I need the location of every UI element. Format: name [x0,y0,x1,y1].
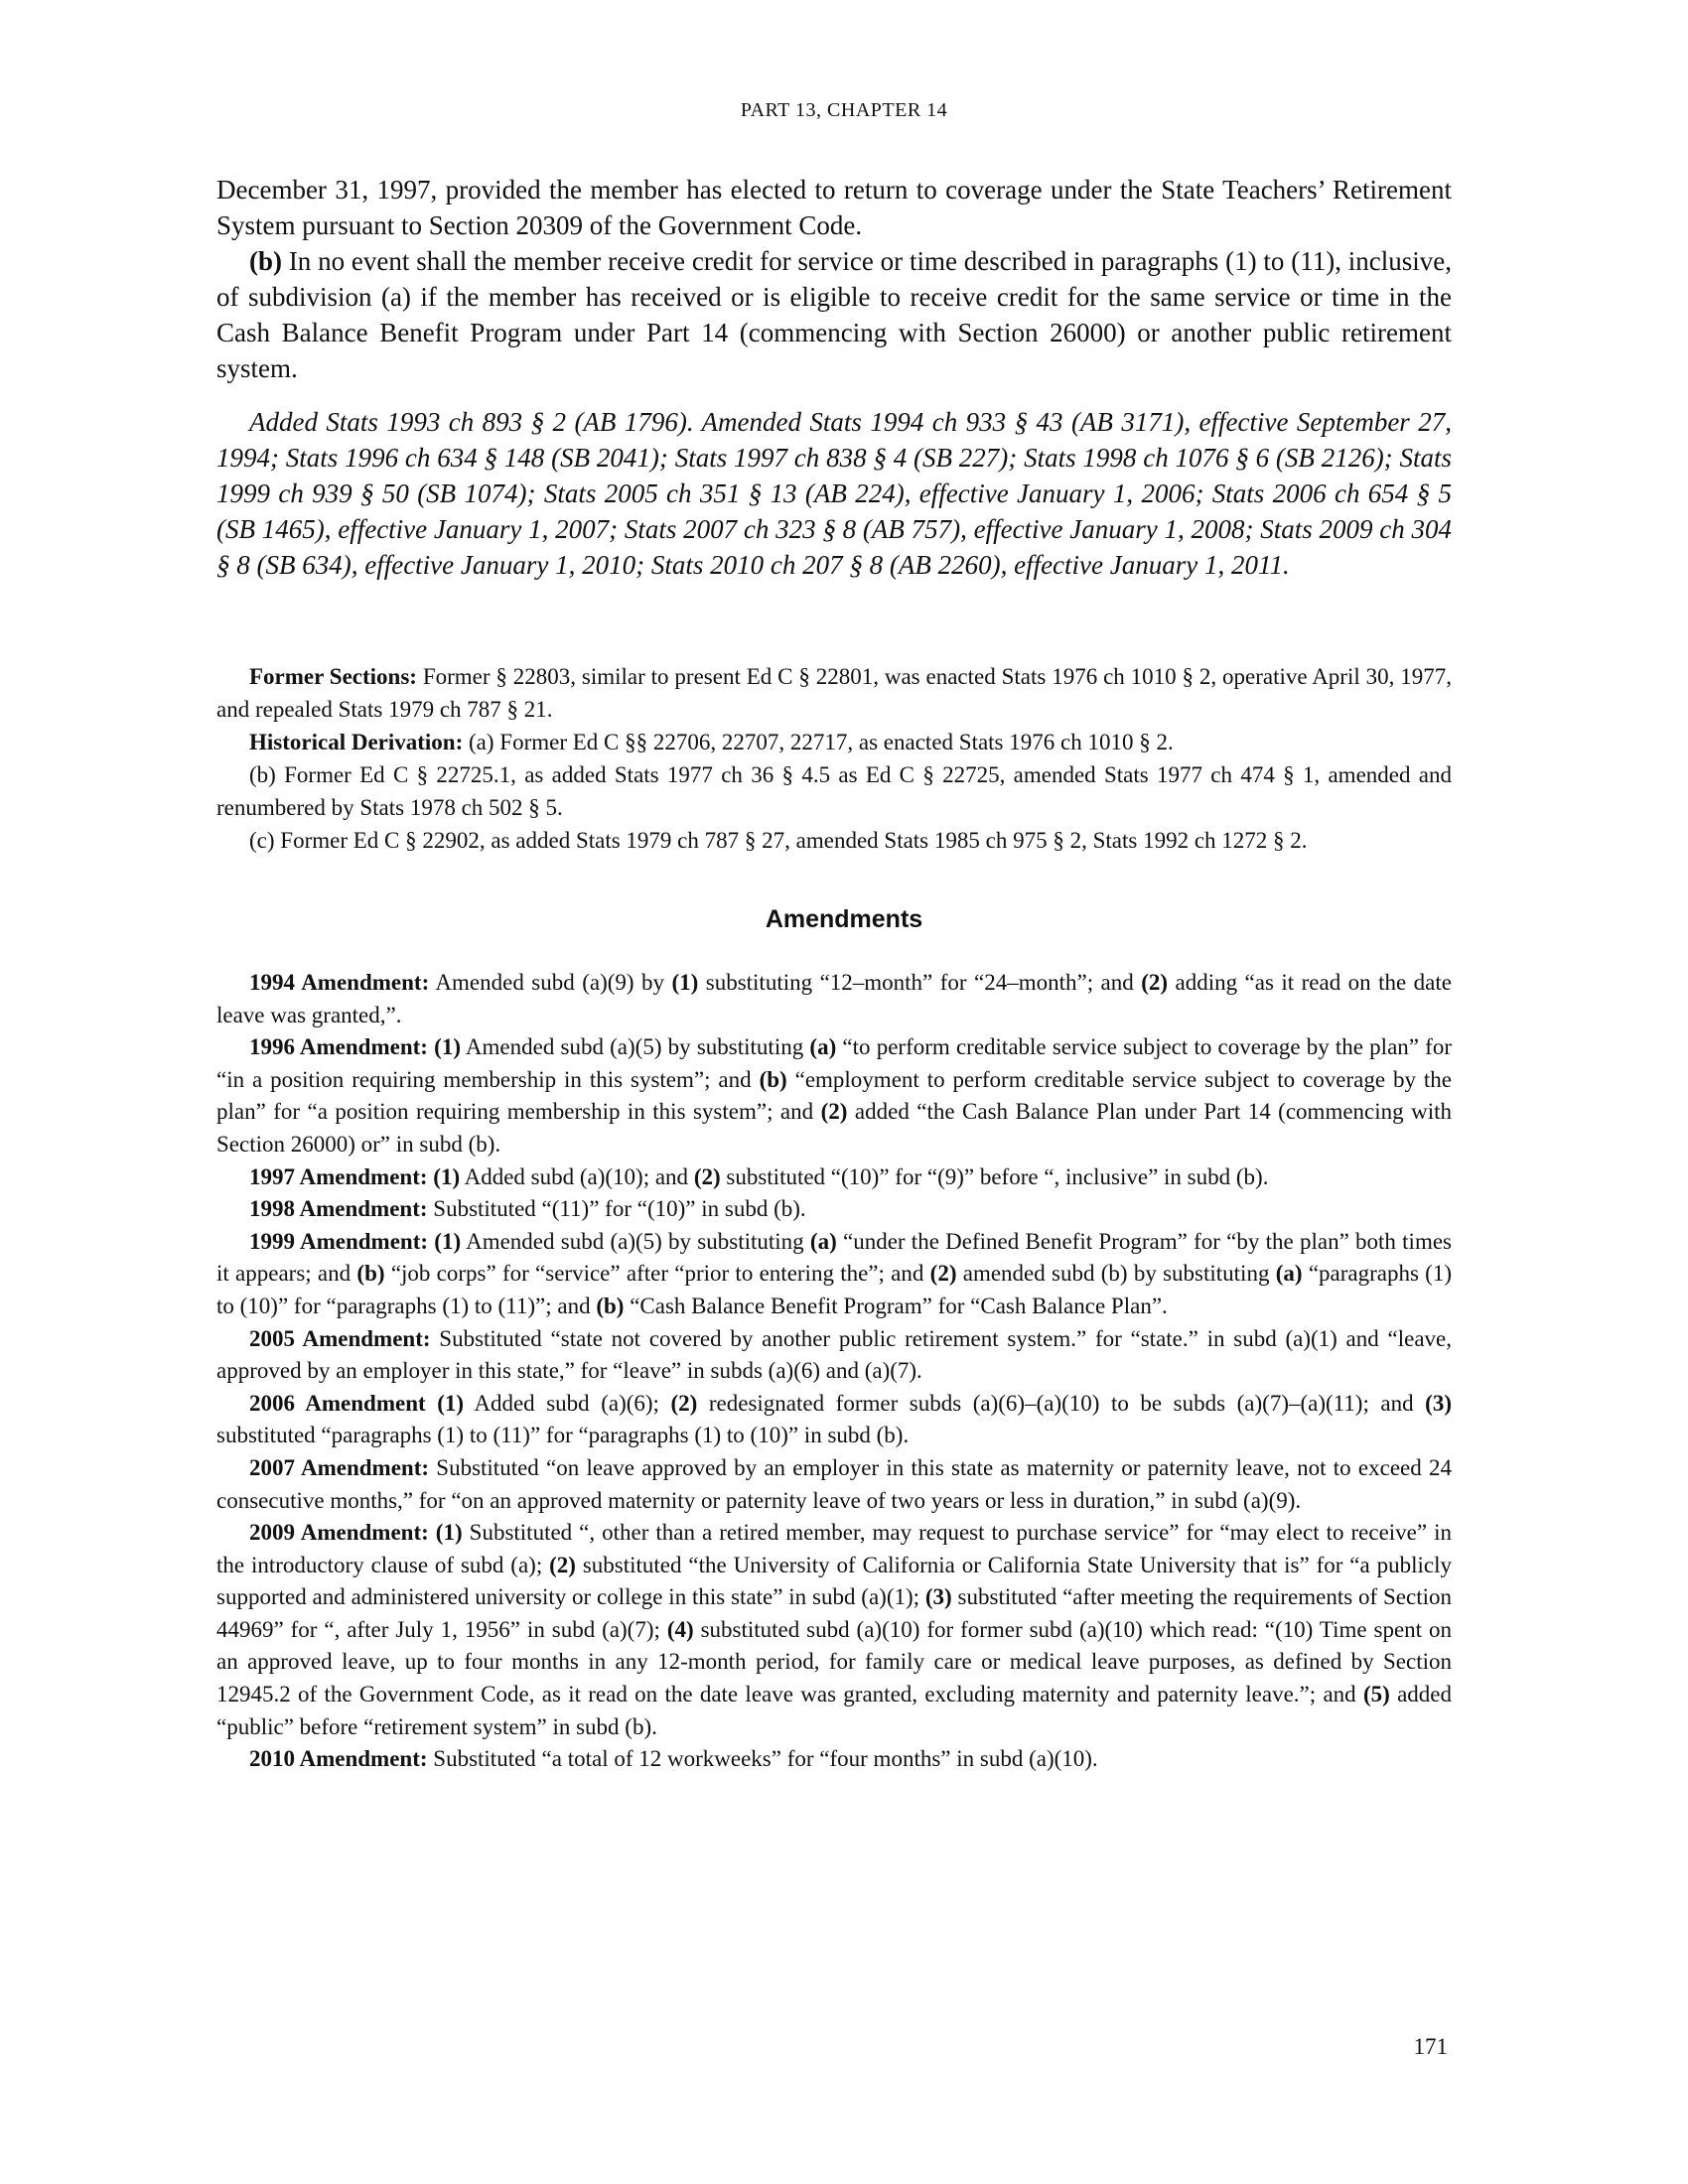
historical-derivation-b: (b) Former Ed C § 22725.1, as added Stats 1977 ch 36 § 4.5 as Ed C § 22725, amended Stats 1977 ch 474 § 1, amended and renumbered by Stats 1978 ch 502 § 5. [216,762,1452,820]
amendment-text: “Cash Balance Benefit Program” for “Cash Balance Plan”. [624,1293,1168,1318]
item-letter: (b) [356,1261,385,1287]
amendment-text: Substituted “state not covered by another public retirement system.” for “state.” in subd (a)(1) and “leave, approved by an employer in this state,” for “leave” in subds (a)(6) and (a)(7). [216,1325,1452,1384]
amendment-text: Amended subd (a)(9) by [429,970,672,995]
historical-derivation-label: Historical Derivation: [249,730,464,754]
amendment-label: 1996 Amendment: [249,1034,428,1060]
historical-derivation-a: (a) Former Ed C §§ 22706, 22707, 22717, as enacted Stats 1976 ch 1010 § 2. [463,730,1174,754]
amendment-text: added “public” before “retirement system” in subd (b). [216,1682,1452,1739]
amendment-text: “employment to perform creditable service subject to coverage by the plan” for “a position requiring membership in this system”; and [216,1066,1452,1125]
statute-text [216,172,1452,386]
item-number: (1) [671,970,699,995]
item-number: (2) [693,1163,721,1189]
amendment-text: amended subd (b) by substituting [956,1261,1276,1287]
historical-derivation [216,726,1452,758]
amendment-text: Added subd (a)(10); and [460,1163,694,1189]
item-number: (2) [1141,970,1169,995]
amendment-text: “under the Defined Benefit Program” for “by the plan” both times it appears; and [216,1228,1452,1287]
former-sections-text: Former § 22803, similar to present Ed C § 22801, was enacted Stats 1976 ch 1010 § 2, operative April 30, 1977, and repealed Stats 1979 ch 787 § 21. [216,664,1453,722]
amendment-text: substituted “after meeting the requirements of Section 44969” for “, after July 1, 1956” in subd (a)(7); [216,1584,1452,1642]
paragraph-continuation: December 31, 1997, provided the member has elected to return to coverage under the State Teachers’ Retirement System pursuant to Section 20309 of the Government Code. [216,175,1452,240]
item-number: (1) [425,1390,465,1416]
amendment-text: Added subd (a)(6); [464,1390,671,1416]
item-number: (1) [427,1034,461,1060]
item-number: (4) [666,1616,694,1642]
item-letter: (a) [809,1228,837,1254]
item-number: (2) [549,1552,576,1577]
item-letter: (b) [596,1293,625,1318]
amendment-text: Substituted “a total of 12 workweeks” for “four months” in subd (a)(10). [427,1746,1098,1772]
amendment-2005 [216,1323,1452,1388]
item-number: (1) [428,1520,463,1546]
amendment-text: redesignated former subds (a)(6)–(a)(10) to be subds (a)(7)–(a)(11); and [697,1390,1426,1416]
amendment-2009 [216,1517,1452,1743]
history-text: Added Stats 1993 ch 893 § 2 (AB 1796). Amended Stats 1994 ch 933 § 43 (AB 3171), effective September 27, 1994; Stats 1996 ch 634 § 148 (SB 2041); Stats 1997 ch 838 § 4 (SB 227); Stats 1998 ch 1076 § 6 (SB 2126); Stats 1999 ch 939 § 50 (SB 1074); Stats 2005 ch 351 § 13 (AB 224), effective January 1, 2006; Stats 2006 ch 654 § 5 (SB 1465), effective January 1, 2007; Stats 2007 ch 323 § 8 (AB 757), effective January 1, 2008; Stats 2009 ch 304 § 8 (SB 634), effective January 1, 2010; Stats 2010 ch 207 § 8 (AB 2260), effective January 1, 2011. [216,407,1452,580]
item-number: (1) [427,1163,461,1189]
historical-derivation-c: (c) Former Ed C § 22902, as added Stats 1979 ch 787 § 27, amended Stats 1985 ch 975 § 2, Stats 1992 ch 1272 § 2. [249,828,1308,853]
amendment-label: 2009 Amendment: [249,1520,429,1546]
item-number: (2) [929,1261,957,1287]
amendment-1999 [216,1226,1452,1323]
item-letter: (a) [1275,1261,1303,1287]
amendment-1997 [216,1161,1452,1194]
amendment-text: substituted subd (a)(10) for former subd (a)(10) which read: “(10) Time spent on an approved leave, up to four months in any 12-month period, for family care or medical leave purposes, as defined by Section 12945.2 of the Government Code, as it read on the date leave was granted, excluding maternity and paternity leave.”; and [216,1616,1452,1707]
amendment-text: Substituted “(11)” for “(10)” in subd (b). [427,1196,806,1222]
amendment-text: “to perform creditable service subject to coverage by the plan” for “in a position requiring membership in this system”; and [216,1034,1452,1092]
amendment-1996 [216,1031,1452,1160]
amendment-label: 2005 Amendment: [249,1325,431,1351]
item-number: (2) [820,1099,848,1125]
amendment-text: substituted “(10)” for “(9)” before “, inclusive” in subd (b). [720,1163,1269,1189]
amendment-label: 1997 Amendment: [249,1163,428,1189]
item-number: (5) [1362,1682,1390,1707]
amendment-text: “paragraphs (1) to (10)” for “paragraphs (1) to (11)”; and [216,1261,1452,1318]
amendment-text: substituted “the University of California or California State University that is” for “a publicly supported and administered university or college in this state” in subd (a)(1); [216,1552,1452,1610]
legislative-history [216,404,1452,583]
amendment-text: adding “as it read on the date leave was granted,”. [216,970,1452,1027]
item-letter: (b) [759,1066,787,1092]
paragraph-b [216,243,1452,386]
amendment-text: substituting “12–month” for “24–month”; and [698,970,1142,995]
amendment-label: 1999 Amendment: [249,1228,429,1254]
item-number: (2) [670,1390,698,1416]
amendment-2010 [216,1743,1452,1776]
amendment-2007 [216,1452,1452,1517]
amendment-label: 2007 Amendment: [249,1454,430,1480]
paragraph-b-text: In no event shall the member receive credit for service or time described in paragraphs (1) to (11), inclusive, of subdivision (a) if the member has received or is eligible to receive credit for the same service or time in the Cash Balance Benefit Program under Part 14 (commencing with Section 26000) or another public retirement system. [216,246,1452,383]
running-head: PART 13, CHAPTER 14 [740,99,948,121]
amendment-label: 2010 Amendment: [249,1746,428,1772]
amendment-label: 1998 Amendment: [249,1196,428,1222]
amendment-label: 2006 Amendment [249,1390,426,1416]
amendment-2006 [216,1388,1452,1452]
amendment-text: Substituted “on leave approved by an employer in this state as maternity or paternity leave, not to exceed 24 consecutive months,” for “on an approved maternity or paternity leave of two years or less in duration,” in subd (a)(9). [216,1454,1452,1513]
amendment-text: Amended subd (a)(5) by substituting [461,1228,810,1254]
editorial-notes [216,660,1452,857]
amendments-heading: Amendments [765,905,923,933]
former-sections [216,660,1452,726]
amendment-text: Amended subd (a)(5) by substituting [460,1034,810,1060]
amendment-text: substituted “paragraphs (1) to (11)” for “paragraphs (1) to (10)” in subd (b). [216,1423,910,1448]
former-sections-label: Former Sections: [249,664,417,689]
amendment-label: 1994 Amendment: [249,970,430,995]
amendment-text: “job corps” for “service” after “prior to entering the”; and [384,1261,930,1287]
page-number: 171 [1413,2034,1448,2059]
item-number: (3) [924,1584,952,1610]
amendment-text: Substituted “, other than a retired member, may request to purchase service” for “may elect to receive” in the introductory clause of subd (a); [216,1520,1452,1577]
item-number: (3) [1425,1390,1452,1416]
amendment-1994 [216,967,1452,1031]
item-letter: (a) [809,1034,837,1060]
amendments-list [216,967,1452,1776]
item-number: (1) [428,1228,462,1254]
amendment-text: added “the Cash Balance Plan under Part 14 (commencing with Section 26000) or” in subd (b). [216,1099,1452,1157]
amendment-1998 [216,1193,1452,1226]
subdivision-label: (b) [249,246,282,276]
